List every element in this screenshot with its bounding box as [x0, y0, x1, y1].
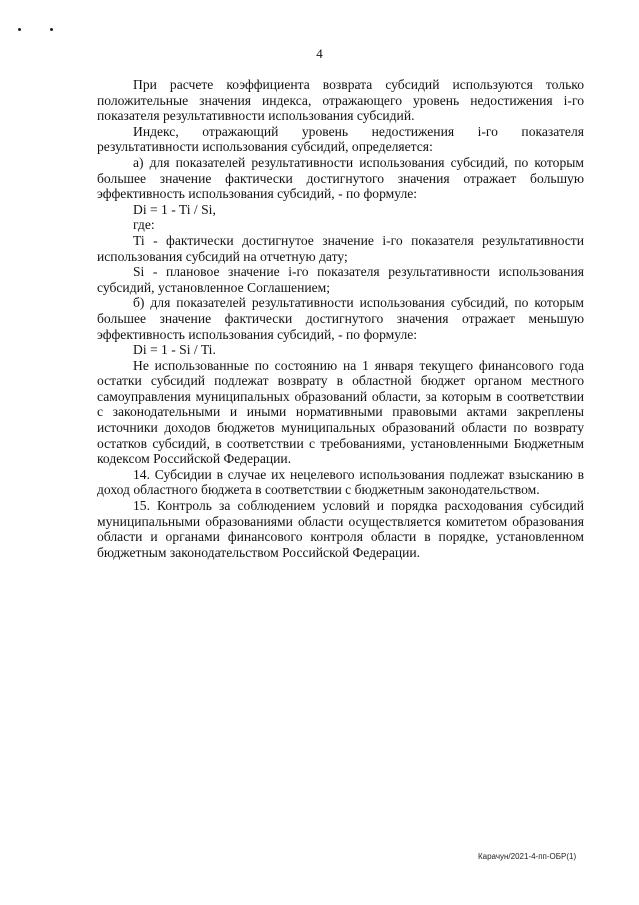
definition-ti: Ti - фактически достигнутое значение i-го показателя результативности использования субсидий на отчетную дату; — [97, 232, 584, 264]
paragraph-clause-15: 15. Контроль за соблюдением условий и порядка расходования субсидий муниципальными образованиями области осуществляется комитетом образования области и органами финансового контроля области в порядке, установленном бюджетным законодательством Российской Федерации. — [97, 498, 584, 560]
document-body — [97, 77, 584, 560]
paragraph-unused-balance: Не использованные по состоянию на 1 января текущего финансового года остатки субсидий подлежат возврату в областной бюджет органом местного самоуправления муниципальных образований области, за которым в соответствии с законодательными и иными нормативными правовыми актами закреплены источники доходов бюджетов муниципальных образований области по возврату остатков субсидий, в соответствии с требованиями, установленными Бюджетным кодексом Российской Федерации. — [97, 357, 584, 467]
paragraph-case-a: а) для показателей результативности использования субсидий, по которым большее значение фактически достигнутого значения отражает большую эффективность использования субсидий, - по формуле: — [97, 154, 584, 202]
paragraph-clause-14: 14. Субсидии в случае их нецелевого использования подлежат взысканию в доход областного бюджета в соответствии с бюджетным законодательством. — [97, 466, 584, 498]
scan-artifact-dot — [18, 28, 21, 31]
formula-b: Di = 1 - Si / Ti. — [133, 342, 216, 358]
scan-artifact-dot — [50, 28, 53, 31]
paragraph-coefficient-note: При расчете коэффициента возврата субсидий используются только положительные значения индекса, отражающего уровень недостижения i-го показателя результативности использования субсидий. — [97, 77, 584, 124]
document-code: Карачун/2021-4-пп-ОБР(1) — [478, 852, 577, 861]
definition-si: Si - плановое значение i-го показателя результативности использования субсидий, установленное Соглашением; — [97, 264, 584, 295]
paragraph-case-b: б) для показателей результативности использования субсидий, по которым большее значение фактически достигнутого значения отражает меньшую эффективность использования субсидий, - по формуле: — [97, 295, 584, 342]
formula-a: Di = 1 - Ti / Si, — [133, 201, 216, 217]
formula-where: где: — [133, 217, 155, 233]
paragraph-index-definition: Индекс, отражающий уровень недостижения i-го показателя результативности использования субсидий, определяется: — [97, 123, 584, 155]
page-number: 4 — [316, 46, 323, 61]
